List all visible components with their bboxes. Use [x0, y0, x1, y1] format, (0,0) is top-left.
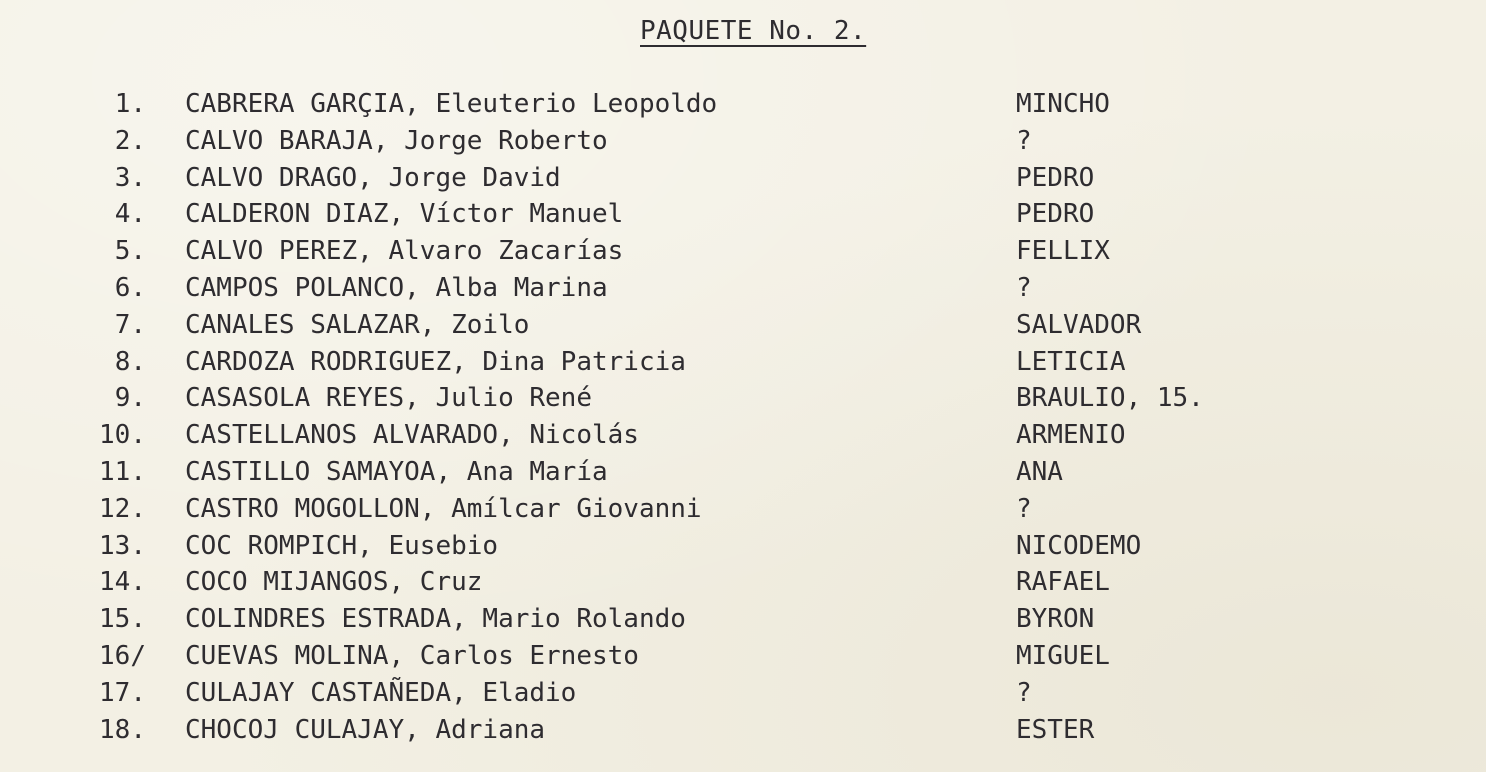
entry-number: 15. — [99, 604, 146, 635]
list-item — [0, 454, 1486, 491]
entry-number: 7. — [114, 309, 146, 340]
list-item — [0, 638, 1486, 675]
entry-number: 10. — [99, 420, 146, 451]
entry-name: CASASOLA REYES, Julio René — [185, 383, 592, 414]
entry-number: 18. — [99, 714, 146, 745]
document-title: PAQUETE No. 2. — [640, 16, 867, 46]
entry-number: 1. — [114, 89, 146, 119]
list-item — [0, 675, 1486, 712]
entry-alias: RAFAEL — [1016, 567, 1110, 598]
list-item — [0, 307, 1486, 344]
entry-number: 16/ — [99, 640, 146, 671]
entry-number: 9. — [114, 383, 146, 414]
list-item — [0, 123, 1486, 160]
entry-alias: ? — [1016, 272, 1032, 303]
list-item — [0, 712, 1486, 749]
entry-alias: ANA — [1016, 456, 1063, 487]
entry-name: COLINDRES ESTRADA, Mario Rolando — [185, 604, 686, 635]
entry-name: CHOCOJ CULAJAY, Adriana — [185, 714, 546, 745]
entry-name: COC ROMPICH, Eusebio — [185, 530, 499, 561]
list-item — [0, 196, 1486, 233]
entry-alias: MINCHO — [1016, 89, 1110, 119]
list-item — [0, 564, 1486, 601]
entry-number: 12. — [99, 493, 146, 524]
entry-name: CALVO PEREZ, Alvaro Zacarías — [185, 236, 624, 267]
entry-alias: ? — [1016, 493, 1032, 524]
entry-alias: BRAULIO, 15. — [1016, 383, 1204, 414]
entry-number: 4. — [114, 199, 146, 230]
entry-alias: ESTER — [1016, 714, 1095, 745]
list-item — [0, 601, 1486, 638]
entry-number: 3. — [114, 162, 146, 193]
entry-alias: ? — [1016, 125, 1032, 156]
list-item — [0, 528, 1486, 565]
entry-name: CASTRO MOGOLLON, Amílcar Giovanni — [185, 493, 702, 524]
entry-name: CABRERA GARÇIA, Eleuterio Leopoldo — [185, 89, 718, 119]
list-item — [0, 417, 1486, 454]
name-list — [0, 86, 1486, 748]
entry-alias: LETICIA — [1016, 346, 1126, 377]
entry-name: COCO MIJANGOS, Cruz — [185, 567, 483, 598]
entry-alias: NICODEMO — [1016, 530, 1142, 561]
entry-number: 17. — [99, 677, 146, 708]
entry-name: CALVO DRAGO, Jorge David — [185, 162, 561, 193]
entry-alias: BYRON — [1016, 604, 1095, 635]
entry-name: CALVO BARAJA, Jorge Roberto — [185, 125, 608, 156]
entry-number: 5. — [114, 236, 146, 267]
list-item — [0, 491, 1486, 528]
entry-number: 11. — [99, 456, 146, 487]
entry-name: CANALES SALAZAR, Zoilo — [185, 309, 530, 340]
entry-alias: PEDRO — [1016, 162, 1095, 193]
entry-number: 8. — [114, 346, 146, 377]
list-item — [0, 344, 1486, 381]
entry-name: CARDOZA RODRIGUEZ, Dina Patricia — [185, 346, 686, 377]
entry-alias: MIGUEL — [1016, 640, 1110, 671]
list-item — [0, 270, 1486, 307]
entry-number: 6. — [114, 272, 146, 303]
entry-alias: PEDRO — [1016, 199, 1095, 230]
list-item — [0, 160, 1486, 197]
entry-name: CALDERON DIAZ, Víctor Manuel — [185, 199, 624, 230]
entry-name: CULAJAY CASTAÑEDA, Eladio — [185, 677, 577, 708]
entry-name: CAMPOS POLANCO, Alba Marina — [185, 272, 608, 303]
list-item — [0, 233, 1486, 270]
entry-alias: ARMENIO — [1016, 420, 1126, 451]
entry-number: 2. — [114, 125, 146, 156]
entry-number: 14. — [99, 567, 146, 598]
entry-name: CASTELLANOS ALVARADO, Nicolás — [185, 420, 639, 451]
entry-name: CASTILLO SAMAYOA, Ana María — [185, 456, 608, 487]
entry-alias: ? — [1016, 677, 1032, 708]
entry-number: 13. — [99, 530, 146, 561]
list-item — [0, 86, 1486, 123]
entry-alias: SALVADOR — [1016, 309, 1142, 340]
list-item — [0, 380, 1486, 417]
entry-name: CUEVAS MOLINA, Carlos Ernesto — [185, 640, 639, 671]
entry-alias: FELLIX — [1016, 236, 1110, 267]
